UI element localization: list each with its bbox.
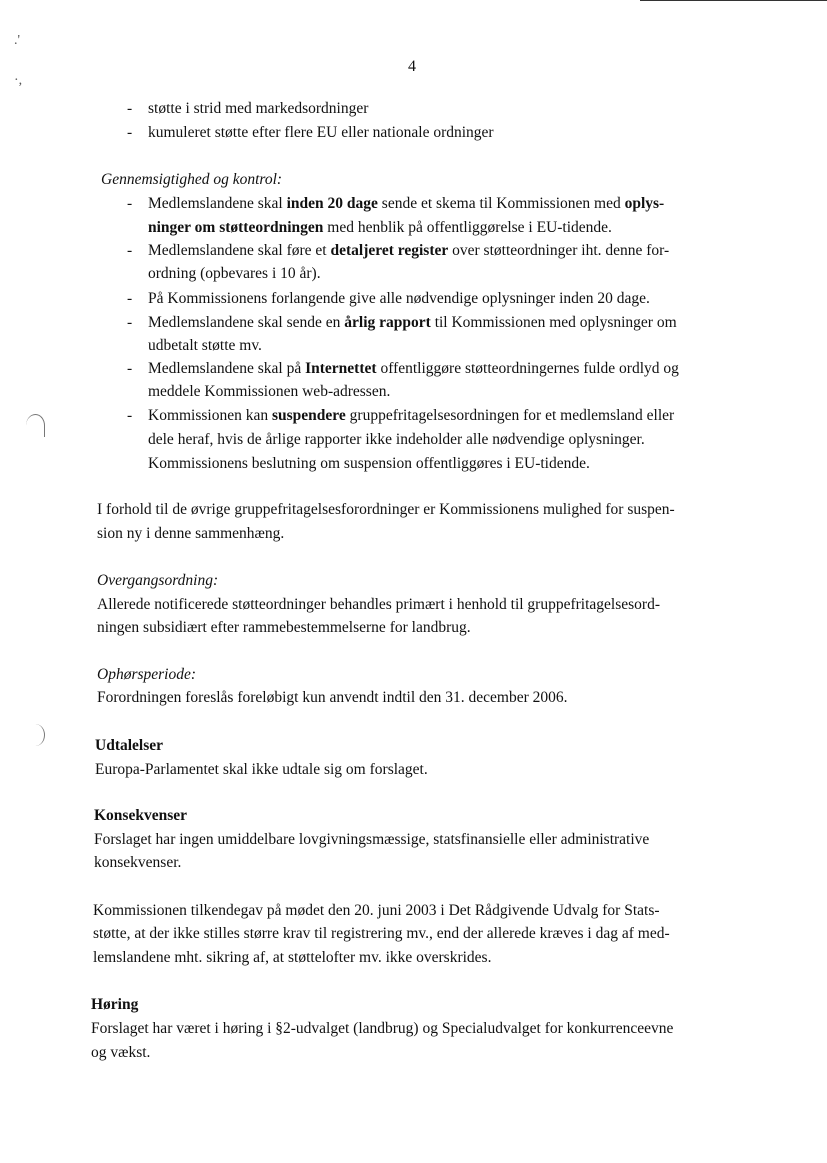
paragraph-line: Forslaget har været i høring i §2-udvalget (landbrug) og Specialudvalget for konkurrenceevne — [91, 1020, 674, 1037]
bullet-text: Medlemslandene skal føre et detaljeret register over støtteordninger iht. denne for- — [148, 242, 670, 259]
scan-mark: .' — [14, 33, 21, 48]
bullet-dash: - — [127, 242, 133, 259]
bullet-text-cont: udbetalt støtte mv. — [148, 337, 262, 354]
bullet-text-cont: meddele Kommissionen web-adressen. — [148, 383, 391, 400]
section-heading-hearing: Høring — [91, 996, 139, 1013]
paragraph-line: Europa-Parlamentet skal ikke udtale sig om forslaget. — [95, 761, 428, 778]
section-heading-consequences: Konsekvenser — [94, 807, 187, 824]
bullet-text-cont: ninger om støtteordningen med henblik på offentliggørelse i EU-tidende. — [148, 219, 612, 236]
scan-mark: ·, — [14, 73, 23, 88]
bullet-text: Medlemslandene skal inden 20 dage sende et skema til Kommissionen med oplys- — [148, 195, 665, 212]
section-heading-transition: Overgangsordning: — [97, 572, 219, 589]
bullet-dash: - — [127, 195, 133, 212]
page-number: 4 — [408, 58, 416, 75]
bullet-dash: - — [127, 100, 133, 117]
paragraph-line: Allerede notificerede støtteordninger behandles primært i henhold til gruppefritagelsesord- — [97, 596, 660, 613]
bullet-text: kumuleret støtte efter flere EU eller nationale ordninger — [148, 124, 494, 141]
bullet-dash: - — [127, 360, 133, 377]
paragraph-line: lemslandene mht. sikring af, at støttelofter mv. ikke overskrides. — [93, 949, 492, 966]
paragraph-line: støtte, at der ikke stilles større krav til registrering mv., end der allerede kræves i dag af med- — [93, 925, 670, 942]
bullet-text: Medlemslandene skal sende en årlig rapport til Kommissionen med oplysninger om — [148, 314, 677, 331]
section-heading-transparency: Gennemsigtighed og kontrol: — [101, 171, 283, 188]
paragraph-line: I forhold til de øvrige gruppefritagelsesforordninger er Kommissionens mulighed for suspen- — [97, 501, 675, 518]
bullet-text-cont: ordning (opbevares i 10 år). — [148, 265, 321, 282]
paragraph-line: sion ny i denne sammenhæng. — [97, 525, 285, 542]
scan-edge-line — [640, 0, 827, 1]
paragraph-line: ningen subsidiært efter rammebestemmelserne for landbrug. — [97, 619, 471, 636]
bullet-text: På Kommissionens forlangende give alle nødvendige oplysninger inden 20 dage. — [148, 290, 650, 307]
paragraph-line: Forordningen foreslås foreløbigt kun anvendt indtil den 31. december 2006. — [97, 689, 568, 706]
bullet-text: støtte i strid med markedsordninger — [148, 100, 369, 117]
punch-hole-mark — [26, 724, 45, 746]
section-heading-expiry: Ophørsperiode: — [97, 666, 197, 683]
punch-hole-mark — [26, 414, 45, 437]
paragraph-line: Kommissionen tilkendegav på mødet den 20. juni 2003 i Det Rådgivende Udvalg for Stats- — [93, 902, 660, 919]
paragraph-line: konsekvenser. — [94, 854, 182, 871]
bullet-dash: - — [127, 290, 133, 307]
paragraph-line: og vækst. — [91, 1044, 151, 1061]
bullet-dash: - — [127, 124, 133, 141]
bullet-text-cont: dele heraf, hvis de årlige rapporter ikke indeholder alle nødvendige oplysninger. — [148, 431, 645, 448]
bullet-text: Kommissionen kan suspendere gruppefritagelsesordningen for et medlemsland eller — [148, 407, 675, 424]
bullet-dash: - — [127, 314, 133, 331]
section-heading-statements: Udtalelser — [95, 737, 164, 754]
bullet-text-cont: Kommissionens beslutning om suspension offentliggøres i EU-tidende. — [148, 455, 590, 472]
bullet-dash: - — [127, 407, 133, 424]
paragraph-line: Forslaget har ingen umiddelbare lovgivningsmæssige, statsfinansielle eller administrative — [94, 831, 650, 848]
bullet-text: Medlemslandene skal på Internettet offentliggøre støtteordningernes fulde ordlyd og — [148, 360, 679, 377]
